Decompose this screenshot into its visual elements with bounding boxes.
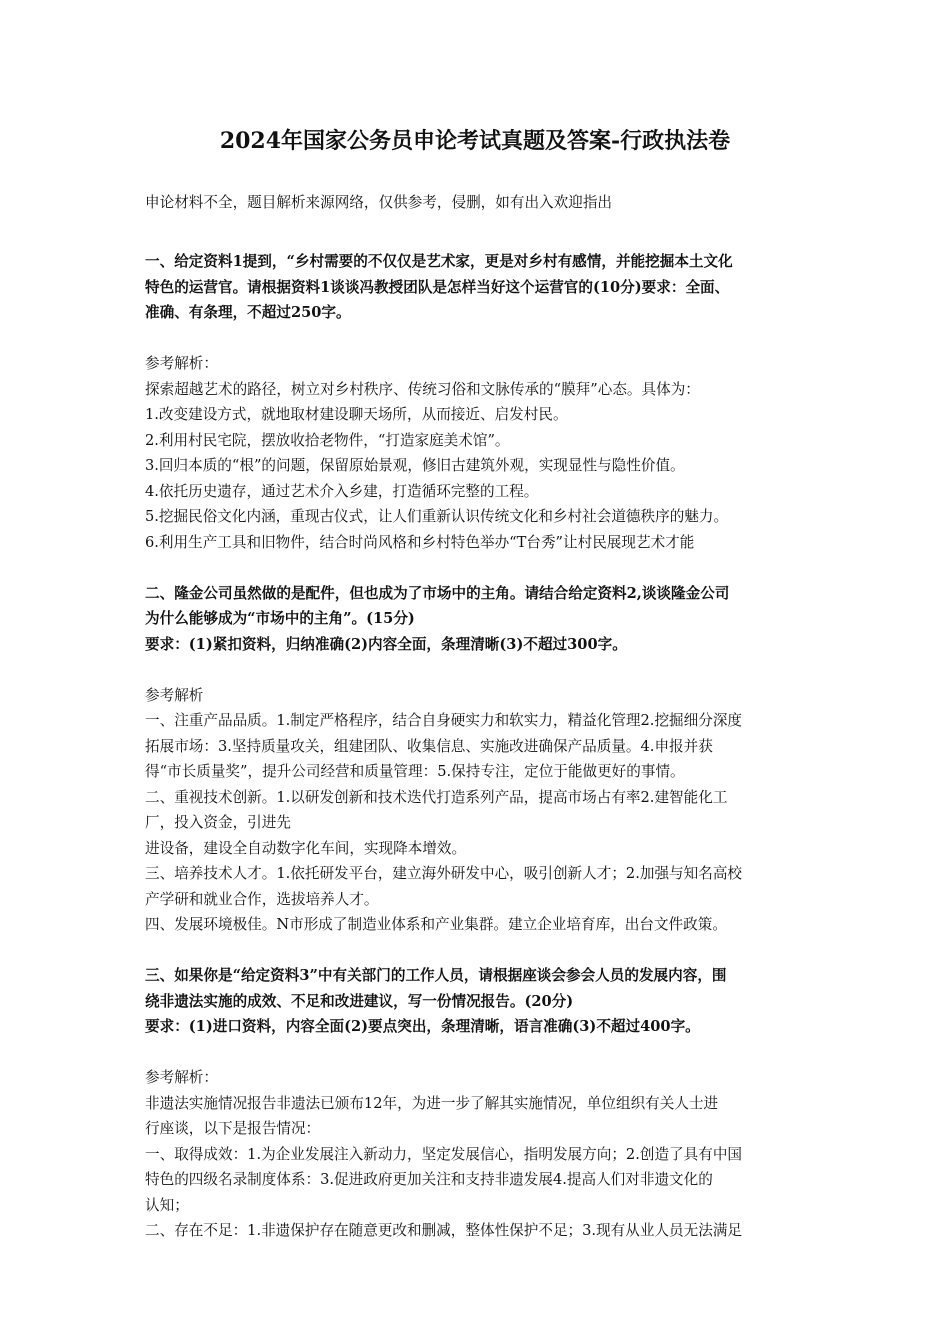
question-2-answer-line: 拓展市场：3.坚持质量攻关，组建团队、收集信息、实施改进确保产品质量。4.申报并获 [145, 737, 713, 755]
question-1-prompt-line: 一、给定资料1提到，“乡村需要的不仅仅是艺术家，更是对乡村有感情，并能挖掘本土文化 [145, 253, 733, 270]
question-1-answer-line: 探索超越艺术的路径，树立对乡村秩序、传统习俗和文脉传承的“膜拜”心态。具体为： [145, 380, 700, 398]
question-3-answer-line: 认知； [145, 1196, 189, 1214]
spacer [145, 1040, 809, 1066]
question-2-answer-line: 三、培养技术人才。1.依托研发平台，建立海外研发中心，吸引创新人才；2.加强与知名高校 [145, 865, 743, 882]
spacer [145, 326, 809, 352]
spacer [145, 224, 809, 250]
question-1-answer-line: 3.回归本质的“根”的问题，保留原始景观，修旧古建筑外观，实现显性与隐性价值。 [145, 457, 685, 474]
question-1 [145, 249, 809, 555]
question-1-answer-line: 1.改变建设方式，就地取材建设聊天场所，从而接近、启发村民。 [145, 406, 568, 423]
disclaimer-text: 申论材料不全，题目解析来源网络，仅供参考，侵删，如有出入欢迎指出 [145, 194, 613, 211]
question-3-prompt-line: 绕非遗法实施的成效、不足和改进建议，写一份情况报告。(20分) [145, 992, 574, 1010]
question-2 [145, 581, 809, 938]
question-3-answer-label: 参考解析： [145, 1069, 218, 1086]
spacer [145, 657, 809, 683]
question-1-answer-line: 6.利用生产工具和旧物件，结合时尚风格和乡村特色举办“T台秀”让村民展现艺术才能 [145, 533, 695, 551]
question-3-answer-line: 特色的四级名录制度体系：3.促进政府更加关注和支持非遗发展4.提高人们对非遗文化的 [145, 1171, 713, 1188]
question-3-answer-line: 二、存在不足：1.非遗保护存在随意更改和删减，整体性保护不足；3.现有从业人员无法满足 [145, 1222, 743, 1239]
question-2-answer-label: 参考解析 [145, 686, 204, 704]
question-3-answer-line: 行座谈，以下是报告情况： [145, 1120, 321, 1137]
document-title: 2024年国家公务员申论考试真题及答案-行政执法卷 [219, 128, 731, 154]
question-2-answer-line: 四、发展环境极佳。N市形成了制造业体系和产业集群。建立企业培育库，出台文件政策。 [145, 916, 727, 933]
question-1-answer-line: 2.利用村民宅院，摆放收拾老物件，“打造家庭美术馆”。 [145, 431, 510, 449]
document-body [145, 190, 809, 1244]
question-2-answer-line: 产学研和就业合作，选拔培养人才。 [145, 890, 379, 908]
question-1-answer-line: 5.挖掘民俗文化内涵，重现古仪式，让人们重新认识传统文化和乡村社会道德秩序的魅力。 [145, 508, 729, 525]
spacer [145, 555, 809, 581]
question-2-prompt-line: 为什么能够成为“市场中的主角”。(15分) [145, 610, 415, 627]
question-1-answer-label: 参考解析： [145, 355, 218, 372]
question-2-requirements: 要求：(1)紧扣资料，归纳准确(2)内容全面，条理清晰(3)不超过300字。 [145, 635, 627, 653]
question-2-answer-line: 进设备，建设全自动数字化车间，实现降本增效。 [145, 839, 467, 857]
question-1-answer-line: 4.依托历史遗存，通过艺术介入乡建，打造循环完整的工程。 [145, 482, 539, 500]
question-1-prompt-line: 特色的运营官。请根据资料1谈谈冯教授团队是怎样当好这个运营官的(10分)要求：全面、 [145, 278, 730, 296]
question-3 [145, 963, 809, 1244]
question-2-prompt-line: 二、隆金公司虽然做的是配件，但也成为了市场中的主角。请结合给定资料2,谈谈隆金公司 [145, 584, 730, 602]
question-3-answer-line: 非遗法实施情况报告非遗法已颁布12年，为进一步了解其实施情况，单位组织有关人士进 [145, 1094, 719, 1112]
question-3-prompt-line: 三、如果你是“给定资料3”中有关部门的工作人员，请根据座谈会参会人员的发展内容，围 [145, 967, 727, 984]
question-2-answer-line: 一、注重产品品质。1.制定严格程序，结合自身硬实力和软实力，精益化管理2.挖掘细分深度 [145, 712, 743, 729]
spacer [145, 216, 809, 224]
question-1-prompt-line: 准确、有条理，不超过250字。 [145, 304, 351, 321]
spacer [145, 938, 809, 964]
question-3-answer-line: 一、取得成效：1.为企业发展注入新动力，坚定发展信心，指明发展方向；2.创造了具有中国 [145, 1145, 743, 1163]
question-3-requirements: 要求：(1)进口资料，内容全面(2)要点突出，条理清晰，语言准确(3)不超过400字。 [145, 1018, 700, 1035]
question-2-answer-line: 厂，投入资金，引进先 [145, 814, 291, 831]
question-2-answer-line: 得“市长质量奖”，提升公司经营和质量管理：5.保持专注，定位于能做更好的事情。 [145, 763, 685, 780]
question-2-answer-line: 二、重视技术创新。1.以研发创新和技术迭代打造系列产品，提高市场占有率2.建智能化工 [145, 788, 728, 806]
